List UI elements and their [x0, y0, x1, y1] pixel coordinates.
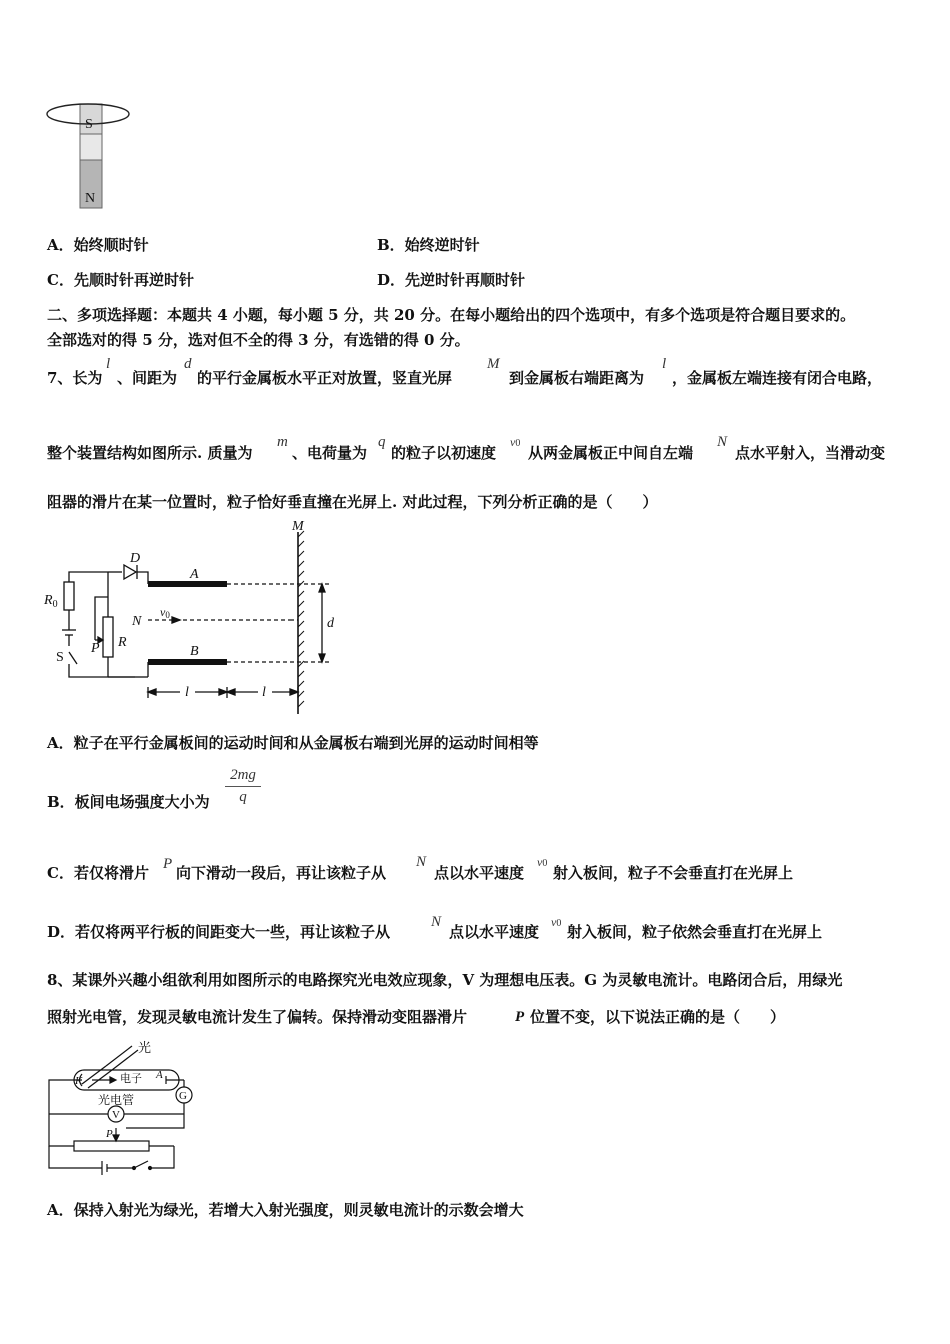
fig7-label-l2: l — [262, 685, 266, 700]
q8-stem-line1: 8、某课外兴趣小组欲利用如图所示的电路探究光电效应现象，V 为理想电压表。G 为灵敏电流计。电路闭合后，用绿光 — [47, 971, 843, 989]
fig7-label-S: S — [56, 650, 64, 665]
q7-option-d-var-v0 — [551, 913, 561, 933]
fig7-label-d: d — [327, 616, 334, 631]
fig8-label-V: V — [112, 1109, 120, 1121]
q7-frac-denominator: q — [239, 789, 247, 805]
section2-line2: 全部选对的得 5 分，选对但不全的得 3 分，有选错的得 0 分。 — [47, 331, 470, 349]
magnet-south-label: S — [85, 117, 93, 132]
q7-text-7: 、电荷量为 — [292, 444, 368, 462]
q7-text-5: ，金属板左端连接有闭合电路， — [672, 369, 883, 387]
q7-var-m: m — [277, 434, 288, 450]
q7-text-6: 整个装置结构如图所示. 质量为 — [47, 444, 253, 462]
fig7-label-M: M — [292, 519, 304, 534]
q7-text-3: 的平行金属板水平正对放置，竖直光屏 — [197, 369, 453, 387]
magnet-figure — [44, 98, 136, 214]
q8-option-a: A．保持入射光为绿光，若增大入射光强度，则灵敏电流计的示数会增大 — [47, 1201, 524, 1219]
fig7-label-B: B — [190, 644, 199, 659]
q7-option-c-1: C．若仅将滑片 — [47, 864, 149, 882]
q6-option-c: C．先顺时针再逆时针 — [47, 271, 194, 289]
q7-circuit-figure — [40, 519, 350, 722]
q7-text-10: 点水平射入，当滑动变 — [735, 444, 886, 462]
fig8-label-G: G — [179, 1090, 187, 1102]
q7-frac-numerator: 2mg — [225, 767, 261, 787]
q7-option-d-var-N: N — [431, 914, 442, 930]
q7-option-d-2: 点以水平速度 — [449, 923, 540, 941]
q7-var-l: l — [106, 356, 111, 372]
fig7-label-A: A — [190, 567, 199, 582]
q8-photoelectric-figure — [44, 1040, 204, 1176]
q6-option-b: B．始终逆时针 — [377, 236, 480, 254]
q7-var-v0-sub: 0 — [515, 438, 521, 449]
fig7-label-v0-sub: 0 — [165, 610, 170, 620]
q7-text-4: 到金属板右端距离为 — [509, 369, 645, 387]
q7-var-M: M — [487, 356, 500, 372]
fig8-label-P: P — [106, 1128, 113, 1140]
fig8-label-electron: 电子 — [120, 1073, 142, 1085]
q7-var-l2: l — [662, 356, 667, 372]
q7-option-d-v0-sub: 0 — [556, 918, 562, 929]
fig7-label-R0 — [43, 593, 58, 610]
fig7-label-R0-sub: 0 — [52, 599, 58, 610]
q7-option-c-var-P: P — [163, 856, 173, 872]
q7-text-11: 阻器的滑片在某一位置时，粒子恰好垂直撞在光屏上. 对此过程，下列分析正确的是（ ） — [47, 493, 658, 511]
q7-text-2: 、间距为 — [117, 369, 178, 387]
fig8-label-tube: 光电管 — [98, 1093, 135, 1107]
q7-text-8: 的粒子以初速度 — [391, 444, 497, 462]
q7-var-N: N — [717, 434, 728, 450]
q8-stem-line2-1: 照射光电管，发现灵敏电流计发生了偏转。保持滑动变阻器滑片 — [47, 1008, 468, 1026]
q7-option-c-3: 点以水平速度 — [434, 864, 525, 882]
fig7-label-v0 — [160, 605, 170, 620]
magnet-north-label: N — [85, 191, 96, 206]
fig7-label-D: D — [130, 551, 141, 566]
section2-line1: 二、多项选择题：本题共 4 小题，每小题 5 分，共 20 分。在每小题给出的四个选项中，有多个选项是符合题目要求的。 — [47, 306, 856, 324]
q7-var-d: d — [184, 356, 192, 372]
q7-option-d-3: 射入板间，粒子依然会垂直打在光屏上 — [567, 923, 823, 941]
q8-stem-var-P: P — [515, 1009, 525, 1025]
q7-option-a: A．粒子在平行金属板间的运动时间和从金属板右端到光屏的运动时间相等 — [47, 734, 539, 752]
q7-option-b: B．板间电场强度大小为 — [47, 793, 210, 811]
fig8-label-A: A — [156, 1069, 163, 1081]
q8-stem-line2-2: 位置不变，以下说法正确的是（ ） — [530, 1008, 786, 1026]
q7-option-c-4: 射入板间，粒子不会垂直打在光屏上 — [553, 864, 794, 882]
fig7-label-R: R — [118, 635, 127, 650]
q7-var-v0-main: v — [510, 435, 516, 449]
q7-var-v0 — [510, 433, 520, 453]
q6-option-a: A．始终顺时针 — [47, 236, 149, 254]
fig8-label-K: K — [75, 1075, 83, 1087]
q7-option-c-2: 向下滑动一段后，再让该粒子从 — [176, 864, 387, 882]
fig7-label-N: N — [132, 614, 142, 629]
q7-var-q: q — [378, 434, 386, 450]
q7-text-9: 从两金属板正中间自左端 — [528, 444, 694, 462]
fig7-label-P: P — [91, 641, 100, 656]
q7-option-b-fraction — [225, 767, 261, 806]
q7-option-c-var-N: N — [416, 854, 427, 870]
q7-option-c-v0-main: v — [537, 855, 543, 869]
q7-text-1: 7、长为 — [47, 369, 103, 387]
q7-option-c-v0-sub: 0 — [542, 858, 548, 869]
q6-option-d: D．先逆时针再顺时针 — [377, 271, 526, 289]
fig8-label-light: 光 — [138, 1040, 152, 1055]
q7-option-c-var-v0 — [537, 853, 547, 873]
q7-option-d-1: D．若仅将两平行板的间距变大一些，再让该粒子从 — [47, 923, 391, 941]
fig7-label-l1: l — [185, 685, 189, 700]
fig7-label-v0-main: v — [160, 605, 166, 619]
q7-option-d-v0-main: v — [551, 915, 557, 929]
fig7-label-R0-main: R — [44, 593, 53, 608]
